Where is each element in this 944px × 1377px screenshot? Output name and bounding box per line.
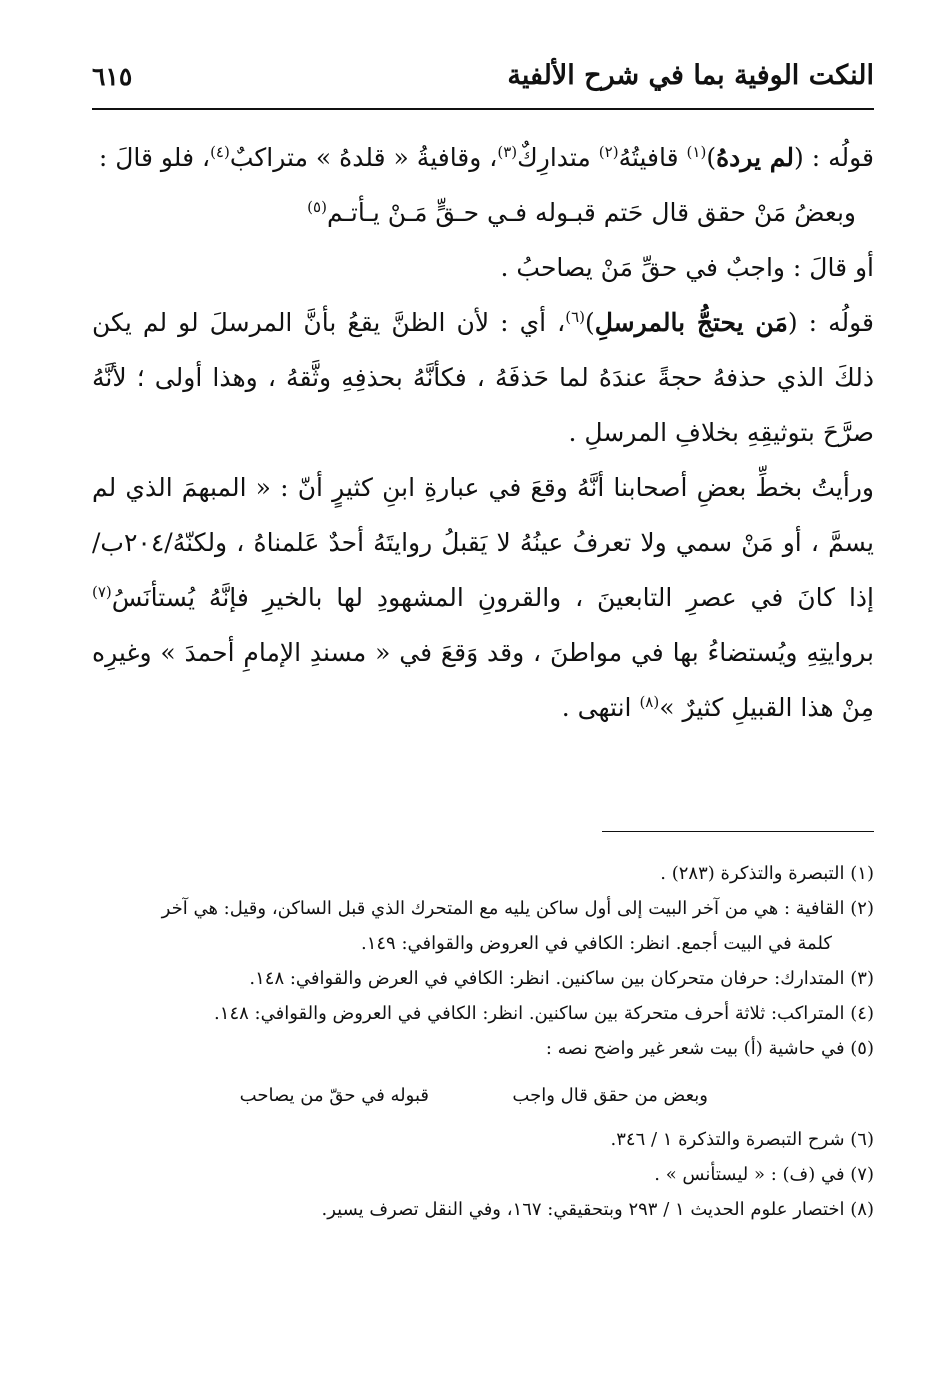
paragraph-3: [92, 460, 874, 735]
footnote: (١) التبصرة والتذكرة (٢٨٣) .: [660, 863, 874, 884]
paragraph-1: [92, 130, 874, 185]
header-rule: [92, 108, 874, 110]
verse-hemistich: وبعض من حقق قال واجب: [512, 1085, 708, 1106]
footnote-separator: [602, 831, 874, 832]
footnote-ref: (٢): [598, 143, 619, 161]
verse-block: [92, 185, 874, 295]
footnote-ref: (٦): [565, 308, 585, 326]
footnote-ref: (٧): [92, 583, 112, 601]
footnote: (٢) القافية : هي من آخر البيت إلى أول ساكن يليه مع المتحرك الذي قبل الساكن، وقيل: هي آخر: [161, 898, 874, 919]
quoted-term: مَن يحتجُّ بالمرسلِ: [594, 308, 788, 337]
footnote-ref: (٤): [210, 143, 230, 161]
footnote: (٨) اختصار علوم الحديث ١ / ٢٩٣ وبتحقيقي: ١٦٧، وفي النقل تصرف يسير.: [321, 1199, 874, 1220]
footnote: (٤) المتراكب: ثلاثة أحرف متحركة بين ساكنين. انظر: الكافي في العروض والقوافي: ١٤٨.: [214, 1003, 874, 1024]
paragraph-2: [92, 295, 874, 460]
footnote: (٧) في (ف) : « ليستأنس » .: [654, 1164, 874, 1185]
page-header: [92, 52, 874, 100]
text: ورأيتُ بخطِّ بعضِ أصحابنا أنَّهُ وقعَ في عبارةِ ابنِ كثيرٍ أنّ : « المبهمَ الذي لم يسمَّ ، أو مَنْ سمي ولا تعرفُ عينُهُ لا يَقبلُ روايتَهُ أحدٌ عَلمناهُ ، ولكنّهُ/٢٠٤ب/ إذا كانَ في عصرِ التابعينَ ، والقرونِ المشهودِ لها بالخيرِ فإنَّهُ يُستأنَسُ: [92, 473, 874, 612]
verse-hemistich: قبوله في حقّ من يصاحب: [239, 1085, 429, 1106]
text: بروايتِهِ ويُستضاءُ بها في مواطنَ ، وقد وَقعَ في « مسندِ الإمامِ أحمدَ » وغيرِه مِنْ هذا القبيلِ كثيرٌ »: [92, 638, 874, 722]
footnotes: [92, 856, 874, 1227]
text: ، فلو قالَ :: [98, 143, 211, 172]
text: قولُه : (: [787, 308, 874, 337]
verse-line: [92, 185, 874, 240]
footnote: (٦) شرح التبصرة والتذكرة ١ / ٣٤٦.: [610, 1129, 874, 1150]
footnote-verse: [92, 1070, 874, 1122]
page-number: ٦١٥: [92, 62, 133, 91]
text: متدارِكٌ: [517, 143, 599, 172]
text: قافيتُهُ: [618, 143, 687, 172]
text: قولُه : (: [794, 143, 874, 172]
text: ، أي : لأن الظنَّ يقعُ بأنَّ المرسلَ لو لم يكن ذلكَ الذي حذفهُ حجةً عندَهُ لما حَذفَهُ ، فكأنَّهُ بحذفِهِ وثَّقهُ ، وهذا أولى ؛ لأنَّهُ صرَّحَ بتوثيقِهِ بخلافِ المرسلِ .: [92, 308, 874, 447]
footnote-ref: (٥): [307, 198, 327, 216]
footnote-ref: (١): [686, 143, 707, 161]
verse-text: وبعضُ مَنْ حقق قال حَتم قبـوله فـي حـقٍّ مَـنْ يـأتـم: [326, 198, 856, 227]
text: ): [706, 143, 717, 172]
text: ، وقافيةُ « قلدهُ » متراكبٌ: [229, 143, 498, 172]
verse-line-2: أو قالَ : واجبٌ في حقِّ مَنْ يصاحبُ .: [500, 253, 874, 282]
quoted-term: لم يردهُ: [716, 143, 795, 172]
footnote: (٥) في حاشية (أ) بيت شعر غير واضح نصه :: [545, 1038, 874, 1059]
footnote-ref: (٣): [497, 143, 518, 161]
text: انتهى .: [561, 693, 640, 722]
running-title: النكت الوفية بما في شرح الألفية: [507, 60, 874, 91]
footnote: (٣) المتدارك: حرفان متحركان بين ساكنين. انظر: الكافي في العرض والقوافي: ١٤٨.: [249, 968, 874, 989]
footnote-continuation: كلمة في البيت أجمع. انظر: الكافي في العروض والقوافي: ١٤٩.: [360, 933, 832, 954]
footnote-ref: (٨): [639, 693, 660, 711]
main-text: [92, 130, 874, 735]
text: ): [584, 308, 595, 337]
